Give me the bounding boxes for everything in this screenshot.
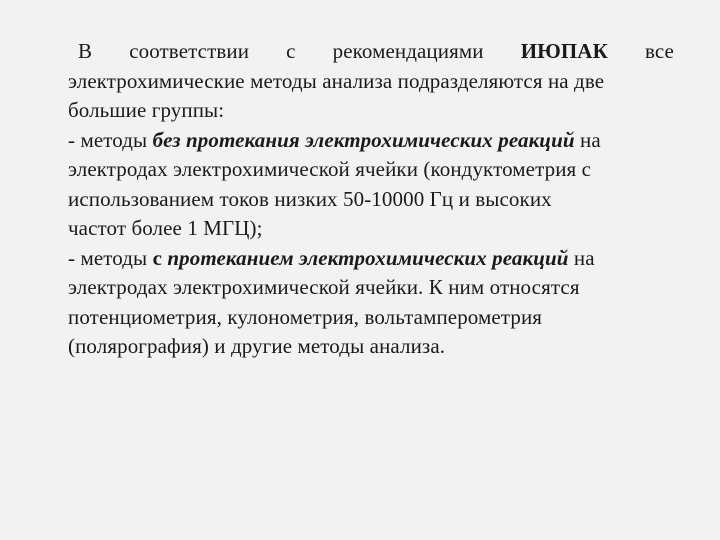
list-item-1-line-4: частот более 1 МГЦ); [68,216,263,240]
list-item-suffix: на [568,245,595,270]
list-item-prefix: - методы [68,127,153,152]
word: рекомендациями [332,39,484,63]
word: соответствии [129,39,250,63]
emphasis-text: без протекания электрохимических реакций [152,127,575,152]
emphasis-text: протеканием электрохимических реакций [167,245,569,270]
list-item-1-line-3: использованием токов низких 50-10000 Гц и высоких [68,186,552,211]
list-item-prefix: - методы [68,245,153,270]
list-item-2-line-1 [68,244,674,274]
text-line-3: большие группы: [68,98,225,122]
list-item-2-line-2: электродах электрохимической ячейки. К ним относятся [68,275,580,299]
text-line-2: электрохимические методы анализа подразделяются на две [68,68,605,93]
list-item-suffix: на [574,127,601,152]
word: все [644,39,674,63]
list-item-1-line-1 [68,126,674,156]
bold-word: с [152,245,163,270]
body-text [68,37,674,362]
word: с [286,39,296,63]
word: В [78,39,93,63]
list-item-2-line-4: (полярография) и другие методы анализа. [68,334,446,358]
iupac-term: ИЮПАК [520,39,608,63]
list-item-2-line-3: потенциометрия, кулонометрия, вольтамперометрия [68,304,543,329]
list-item-1-line-2: электродах электрохимической ячейки (кондуктометрия с [68,157,592,181]
text-line-1 [68,37,674,67]
